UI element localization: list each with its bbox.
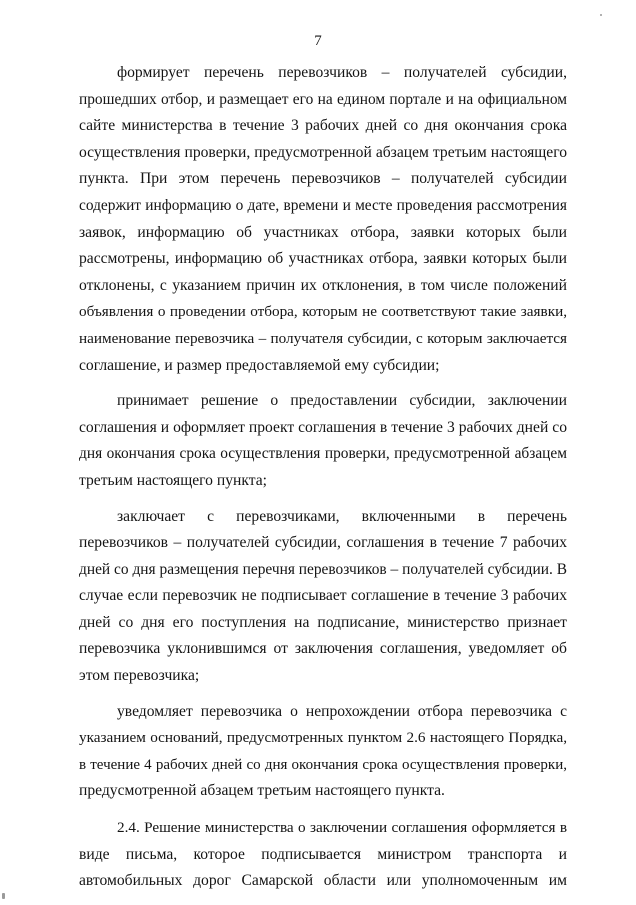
- text-line: виде письма, которое подписывается министром транспорта и: [79, 845, 567, 863]
- text-line: 2.4. Решение министерства о заключении соглашения оформляется в: [117, 819, 567, 837]
- text-line: рассмотрены, информацию об участниках отбора, заявки которых были: [79, 250, 567, 268]
- paragraph-zaklyuchaet: [79, 504, 567, 690]
- paragraph-reshenie: [79, 388, 567, 494]
- text-line: дней со дня его поступления на подписание, министерство признает: [79, 613, 567, 631]
- text-line: перевозчиков – получателей субсидии, соглашения в течение 7 рабочих: [79, 534, 567, 552]
- paragraph-perechen: [79, 60, 567, 379]
- text-line: принимает решение о предоставлении субсидии, заключении: [117, 392, 567, 410]
- text-line: дня окончания срока осуществления проверки, предусмотренной абзацем: [79, 445, 567, 463]
- text-line: отклонены, с указанием причин их отклонения, в том числе положений: [79, 276, 567, 294]
- text-line: третьим настоящего пункта;: [79, 471, 267, 489]
- text-line: этом перевозчика;: [79, 667, 200, 685]
- text-line: соглашение, и размер предоставляемой ему субсидии;: [79, 356, 440, 374]
- text-line: заключает с перевозчиками, включенными в перечень: [117, 507, 567, 525]
- text-line: уведомляет перевозчика о непрохождении отбора перевозчика с: [117, 702, 567, 720]
- paragraph-point-2-4: [79, 815, 567, 895]
- text-line: пункта. При этом перечень перевозчиков – получателей субсидии: [79, 170, 567, 188]
- text-line: объявления о проведении отбора, которым не соответствуют такие заявки,: [79, 303, 567, 321]
- text-line: дней со дня размещения перечня перевозчиков – получателей субсидии. В: [79, 560, 567, 578]
- scan-speck: [600, 14, 602, 16]
- text-line: в течение 4 рабочих дней со дня окончания срока осуществления проверки,: [79, 756, 567, 773]
- text-line: наименование перевозчика – получателя субсидии, с которым заключается: [79, 329, 567, 347]
- text-line: соглашения и оформляет проект соглашения в течение 3 рабочих дней со: [79, 418, 567, 436]
- text-line: автомобильных дорог Самарской области или уполномоченным им: [79, 872, 567, 890]
- text-line: сайте министерства в течение 3 рабочих дней со дня окончания срока: [79, 117, 567, 135]
- text-line: указанием оснований, предусмотренных пунктом 2.6 настоящего Порядка,: [79, 729, 567, 747]
- text-line: прошедших отбор, и размещает его на едином портале и на официальном: [79, 90, 567, 108]
- paragraph-uvedomlyaet: [79, 699, 567, 805]
- text-line: случае если перевозчик не подписывает соглашение в течение 3 рабочих: [79, 587, 567, 605]
- text-line: формирует перечень перевозчиков – получателей субсидии,: [117, 64, 567, 81]
- text-line: предусмотренной абзацем третьим настоящего пункта.: [79, 782, 445, 800]
- page-number: 7: [314, 33, 322, 49]
- text-line: перевозчика уклонившимся от заключения соглашения, уведомляет об: [79, 640, 567, 658]
- scan-speck: [2, 893, 5, 899]
- document-body: [79, 60, 567, 895]
- text-line: содержит информацию о дате, времени и месте проведения рассмотрения: [79, 196, 567, 214]
- text-line: заявок, информацию об участниках отбора, заявки которых были: [79, 223, 567, 241]
- text-line: осуществления проверки, предусмотренной абзацем третьим настоящего: [79, 143, 567, 161]
